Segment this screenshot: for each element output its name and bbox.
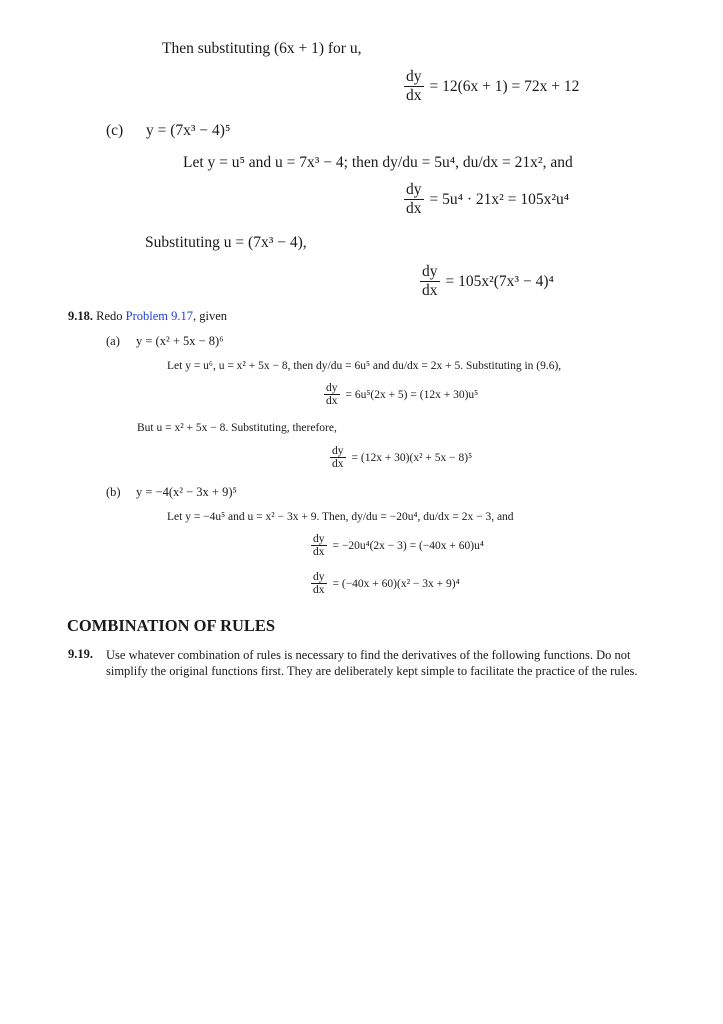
problem-9-18-header: [68, 309, 227, 324]
equation-a-2: [330, 445, 472, 470]
problem-number: 9.18.: [68, 309, 93, 323]
equation-c-1: [404, 181, 569, 218]
part-a-label: (a): [106, 334, 120, 348]
fraction-dy-dx: $\frac{dy}{dx}$: [406, 181, 422, 217]
fraction-dy-dx: $\frac{dy}{dx}$: [326, 382, 338, 407]
section-heading: COMBINATION OF RULES: [67, 616, 276, 635]
part-c-substituting: Substituting u = (7x³ − 4),: [145, 234, 307, 251]
fraction-dy-dx: $\frac{dy}{dx}$: [313, 533, 325, 558]
equation-rhs: = 5u⁴ · 21x² = 105x²u⁴: [429, 190, 570, 208]
equation-dy-dx-b: [404, 68, 579, 105]
fraction-dy-dx: $\frac{dy}{dx}$: [332, 445, 344, 470]
equation-rhs: = 12(6x + 1) = 72x + 12: [429, 77, 580, 95]
equation-rhs: = 105x²(7x³ − 4)⁴: [445, 272, 554, 290]
intro-substitution-text: Then substituting (6x + 1) for u,: [162, 40, 362, 57]
equation-rhs: = −20u⁴(2x − 3) = (−40x + 60)u⁴: [332, 539, 484, 552]
part-a-function: y = (x² + 5x − 8)⁶: [136, 334, 224, 348]
redo-text: Redo: [96, 309, 123, 323]
part-b-label: (b): [106, 485, 121, 499]
problem-9-17-link[interactable]: Problem 9.17: [125, 309, 193, 323]
problem-9-19-number: [68, 647, 93, 662]
part-c-function: y = (7x³ − 4)⁵: [146, 122, 231, 139]
problem-number: 9.19.: [68, 647, 93, 661]
fraction-dy-dx: $\frac{dy}{dx}$: [422, 263, 438, 299]
equation-rhs: = 6u⁵(2x + 5) = (12x + 30)u⁵: [345, 388, 479, 401]
problem-9-19-text: Use whatever combination of rules is necessary to find the derivatives of the following functions. Do not simplify the original functions first. They are deliberately kept simple to facilitate the practice of the rules.: [106, 648, 638, 678]
part-a-but-line: But u = x² + 5x − 8. Substituting, therefore,: [137, 422, 337, 434]
equation-c-2: [420, 263, 554, 300]
part-b-let-line: Let y = −4u⁵ and u = x² − 3x + 9. Then, dy/du = −20u⁴, du/dx = 2x − 3, and: [167, 511, 514, 523]
given-text: , given: [193, 309, 228, 323]
equation-b-2: [311, 571, 460, 596]
part-b-function: y = −4(x² − 3x + 9)⁵: [136, 485, 237, 499]
equation-rhs: = (−40x + 60)(x² − 3x + 9)⁴: [332, 577, 460, 590]
fraction-dy-dx: $\frac{dy}{dx}$: [406, 68, 422, 104]
equation-rhs: = (12x + 30)(x² + 5x − 8)⁵: [351, 451, 473, 464]
equation-a-1: [324, 382, 478, 407]
part-c-label: (c): [106, 122, 124, 139]
part-c-let-line: Let y = u⁵ and u = 7x³ − 4; then dy/du = 5u⁴, du/dx = 21x², and: [183, 154, 573, 171]
part-a-let-line: Let y = u⁶, u = x² + 5x − 8, then dy/du = 6u⁵ and du/dx = 2x + 5. Substituting in (9.6),: [167, 360, 562, 372]
fraction-dy-dx: $\frac{dy}{dx}$: [313, 571, 325, 596]
equation-b-1: [311, 533, 484, 558]
